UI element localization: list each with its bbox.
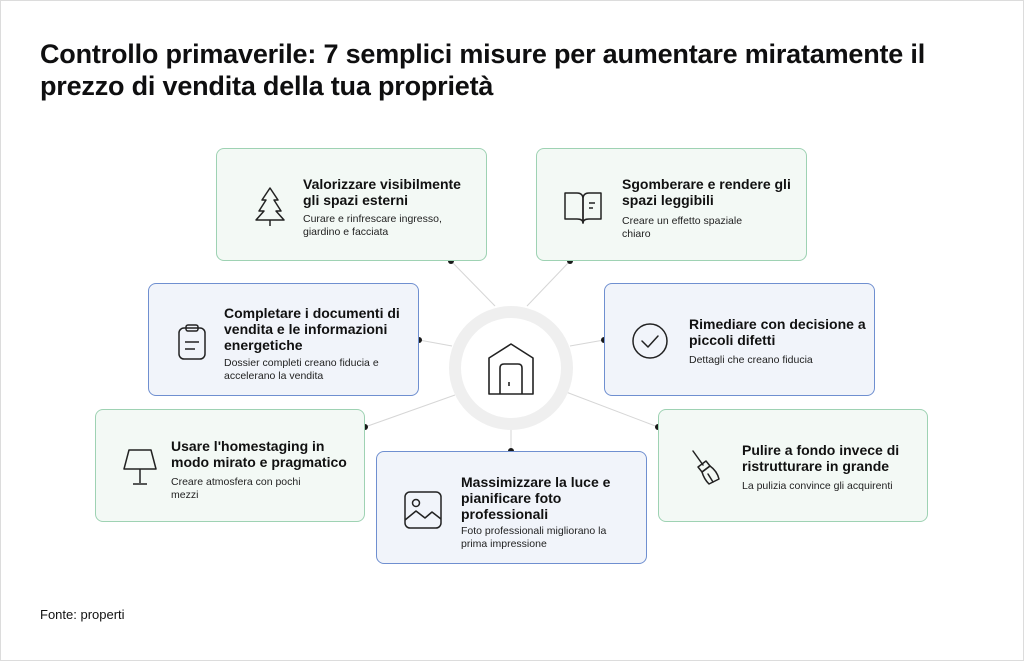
center-hub xyxy=(449,306,573,430)
card-title: Rimediare con decisione a piccoli difetti xyxy=(689,316,866,348)
card-homestaging xyxy=(95,409,365,522)
clipboard-icon xyxy=(172,322,212,362)
card-description: Creare atmosfera con pochi mezzi xyxy=(171,476,301,501)
check-circle-icon xyxy=(630,321,670,361)
card-title: Valorizzare visibilmente gli spazi esterni xyxy=(303,176,461,208)
lamp-icon xyxy=(120,447,160,487)
tree-icon xyxy=(250,186,290,226)
house-icon xyxy=(486,340,536,396)
card-declutter xyxy=(536,148,807,261)
card-title: Massimizzare la luce e pianificare foto professionali xyxy=(461,474,611,522)
card-fix-defects xyxy=(604,283,875,396)
image-icon xyxy=(403,490,443,530)
page-title: Controllo primaverile: 7 semplici misure per aumentare miratamente il prezzo di vendita della tua proprietà xyxy=(40,39,926,101)
card-outdoor-spaces xyxy=(216,148,487,261)
card-description: Curare e rinfrescare ingresso, giardino e facciata xyxy=(303,213,442,238)
card-description: Dettagli che creano fiducia xyxy=(689,354,813,366)
card-title: Completare i documenti di vendita e le informazioni energetiche xyxy=(224,305,400,353)
card-sales-documents xyxy=(148,283,419,396)
card-description: Foto professionali migliorano la prima impressione xyxy=(461,525,607,550)
card-deep-cleaning xyxy=(658,409,928,522)
card-title: Sgomberare e rendere gli spazi leggibili xyxy=(622,176,791,208)
card-description: La pulizia convince gli acquirenti xyxy=(742,480,893,492)
source-note: Fonte: properti xyxy=(40,607,125,622)
card-description: Creare un effetto spaziale chiaro xyxy=(622,215,743,240)
book-icon xyxy=(563,187,603,227)
card-title: Usare l'homestaging in modo mirato e pragmatico xyxy=(171,438,347,470)
card-description: Dossier completi creano fiducia e accelerano la vendita xyxy=(224,357,379,382)
card-title: Pulire a fondo invece di ristrutturare in grande xyxy=(742,442,900,474)
card-light-photos xyxy=(376,451,647,564)
brush-icon xyxy=(687,447,727,487)
